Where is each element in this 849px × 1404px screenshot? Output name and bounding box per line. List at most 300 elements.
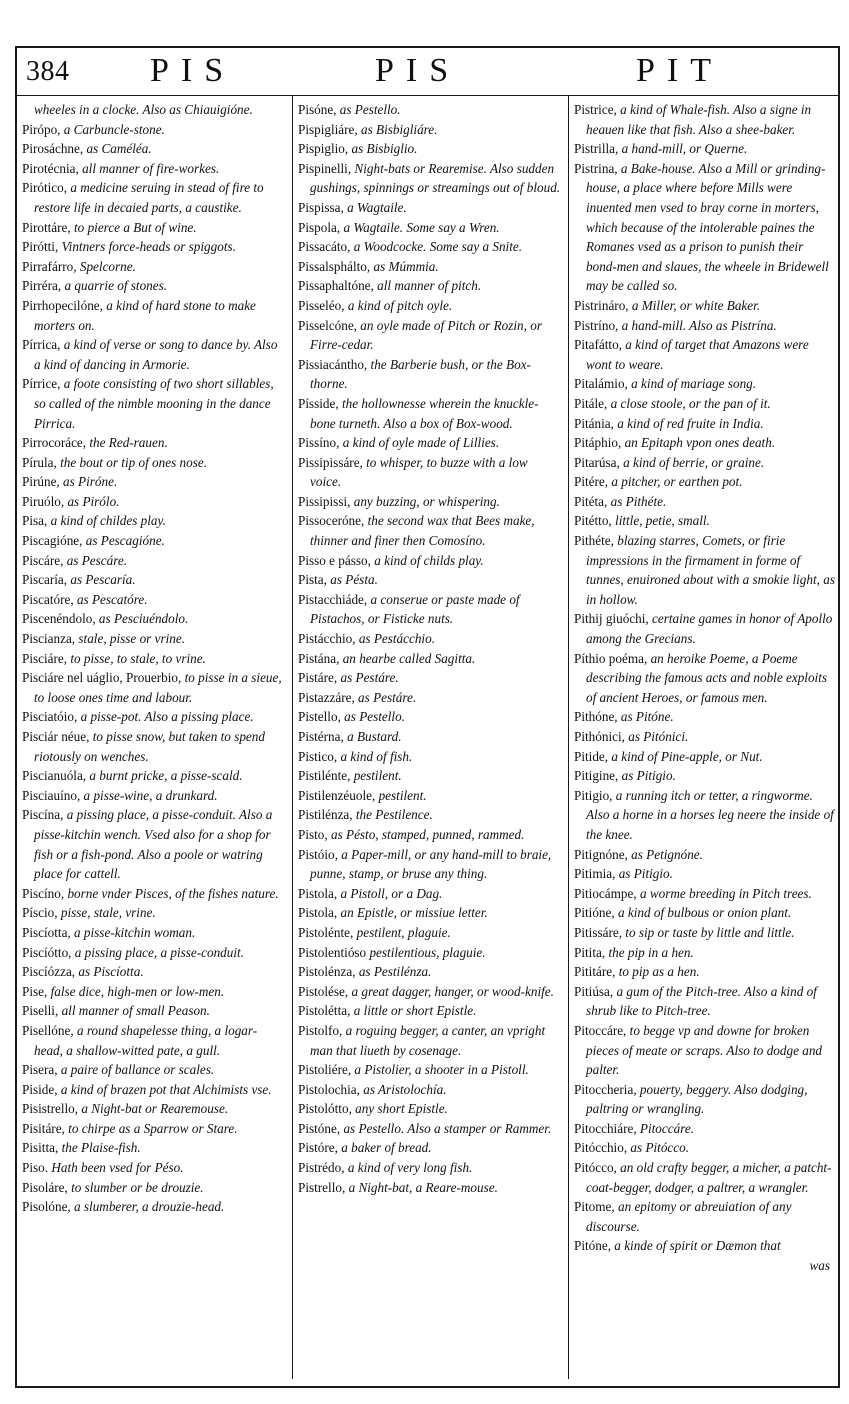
- dictionary-entry: [574, 316, 836, 336]
- entry-headword: Pisitáre,: [22, 1120, 65, 1136]
- entry-headword: Písside,: [298, 395, 339, 411]
- column-middle: [298, 100, 562, 1378]
- dictionary-entry: [22, 335, 286, 374]
- entry-definition: as Pestello. Also a stamper or Rammer.: [343, 1120, 552, 1136]
- entry-definition: a paire of ballance or scales.: [60, 1062, 215, 1078]
- dictionary-entry: [298, 884, 562, 904]
- dictionary-entry: [22, 1178, 286, 1198]
- dictionary-entry: [22, 786, 286, 806]
- dictionary-entry: [298, 923, 562, 943]
- entry-headword: Pitafátto,: [574, 337, 622, 353]
- entry-definition: an Epistle, or missiue letter.: [340, 905, 488, 921]
- dictionary-entry: [574, 374, 836, 394]
- entry-definition: a great dagger, hanger, or wood-knife.: [351, 983, 554, 999]
- dictionary-entry: [574, 982, 836, 1021]
- entry-headword: Piside,: [22, 1081, 58, 1097]
- entry-definition: a kind of bulbous or onion plant.: [617, 905, 792, 921]
- page-number: 384: [26, 56, 70, 87]
- entry-headword: Pistána,: [298, 650, 340, 666]
- dictionary-entry: [574, 296, 836, 316]
- entry-definition: a foote consisting of two short sillables, so called of the nimble mooning in the dance Pirrica.: [34, 376, 274, 431]
- entry-headword: Pirosáchne,: [22, 141, 84, 157]
- entry-headword: Pistolótto,: [298, 1101, 352, 1117]
- entry-definition: a kind of fish.: [340, 748, 413, 764]
- entry-headword: Pitócchio,: [574, 1140, 628, 1156]
- dictionary-entry: [574, 864, 836, 884]
- entry-definition: as Pirólo.: [67, 493, 120, 509]
- entry-headword: Pistolénte,: [298, 924, 354, 940]
- entry-definition: a kind of mariage song.: [631, 376, 757, 392]
- dictionary-entry: [22, 218, 286, 238]
- entry-definition: false dice, high-men or low-men.: [50, 983, 225, 999]
- dictionary-entry: [298, 786, 562, 806]
- dictionary-entry: [574, 649, 836, 708]
- dictionary-entry: [22, 1138, 286, 1158]
- entry-definition: a pisse-wine, a drunkard.: [83, 787, 218, 803]
- entry-definition: the hollownesse wherein the knuckle-bone turneth. Also a box of Box-wood.: [310, 395, 539, 431]
- entry-definition: as Pesciuéndolo.: [98, 611, 189, 627]
- right-running-head: PIT: [636, 52, 723, 89]
- entry-headword: Pisciár néue,: [22, 729, 90, 744]
- dictionary-entry: [298, 159, 562, 198]
- entry-headword: Pistrédo,: [298, 1160, 345, 1176]
- entry-definition: as Pitigio.: [618, 866, 673, 882]
- entry-headword: Pissipissáre,: [298, 454, 363, 470]
- entry-headword: Pisselcóne,: [298, 317, 357, 333]
- dictionary-entry: [298, 805, 562, 825]
- dictionary-entry: [574, 100, 836, 139]
- dictionary-entry: [298, 903, 562, 923]
- entry-headword: Pithóne,: [574, 709, 618, 725]
- dictionary-entry: [298, 570, 562, 590]
- entry-definition: a roguing begger, a canter, an vpright man that liueth by cosenage.: [310, 1022, 546, 1058]
- header-rule: [15, 95, 840, 96]
- entry-definition: an oyle made of Pitch or Rozin, or Firre-cedar.: [310, 317, 542, 353]
- dictionary-entry: [22, 884, 286, 904]
- entry-definition: to pisse, to stale, to vrine.: [70, 650, 206, 666]
- entry-headword: Pistola,: [298, 885, 338, 901]
- dictionary-entry: [298, 237, 562, 257]
- entry-definition: a kind of very long fish.: [347, 1160, 473, 1176]
- entry-headword: Pisera,: [22, 1062, 58, 1078]
- dictionary-entry: [574, 511, 836, 531]
- entry-headword: Pistrello,: [298, 1179, 346, 1195]
- dictionary-entry: [298, 825, 562, 845]
- dictionary-entry: [22, 727, 286, 766]
- entry-definition: as Pitigio.: [621, 768, 676, 784]
- dictionary-entry: [22, 276, 286, 296]
- dictionary-entry: [22, 551, 286, 571]
- entry-definition: to pierce a But of wine.: [74, 219, 197, 235]
- entry-definition: as Pitócco.: [630, 1140, 690, 1156]
- entry-headword: Pisseléo,: [298, 297, 345, 313]
- dictionary-entry: [574, 433, 836, 453]
- dictionary-entry: [22, 472, 286, 492]
- entry-definition: a Wagtaile. Some say a Wren.: [343, 219, 500, 235]
- entry-headword: Pitéta,: [574, 493, 608, 509]
- entry-headword: Pistolénza,: [298, 964, 356, 980]
- entry-definition: as Caméléa.: [86, 141, 152, 157]
- entry-definition: as Pescatóre.: [76, 591, 148, 607]
- entry-definition: all manner of pitch.: [377, 278, 482, 294]
- entry-definition: borne vnder Pisces, of the fishes nature.: [67, 885, 279, 901]
- entry-definition: a little or short Epistle.: [353, 1003, 477, 1019]
- entry-headword: Pistico,: [298, 748, 338, 764]
- entry-definition: to slumber or be drouzie.: [71, 1179, 204, 1195]
- entry-definition: as Aristolochía.: [363, 1081, 447, 1097]
- entry-headword: Piscatóre,: [22, 591, 74, 607]
- entry-headword: Pitarúsa,: [574, 454, 620, 470]
- entry-definition: a kinde of spirit or Dæmon that: [614, 1238, 781, 1254]
- entry-headword: Pista,: [298, 572, 327, 588]
- dictionary-entry: [22, 1021, 286, 1060]
- entry-definition: a Night-bat, a Reare-mouse.: [348, 1179, 498, 1195]
- entry-headword: Pistríno,: [574, 317, 619, 333]
- entry-definition: a hand-mill. Also as Pistrína.: [621, 317, 777, 333]
- dictionary-entry: [22, 1158, 286, 1178]
- entry-headword: Píthio poéma,: [574, 650, 648, 666]
- dictionary-entry: [298, 100, 562, 120]
- entry-headword: Pitita,: [574, 944, 606, 960]
- entry-definition: a pisse-kitchin woman.: [74, 924, 196, 940]
- entry-headword: Piscaría,: [22, 572, 68, 588]
- entry-headword: Pisciatóio,: [22, 709, 78, 725]
- dictionary-entry: [298, 394, 562, 433]
- entry-definition: to pisse in a sieue, to loose ones time and labour.: [34, 670, 282, 705]
- dictionary-entry: [22, 805, 286, 883]
- dictionary-entry: [298, 1099, 562, 1119]
- entry-headword: Pírrice,: [22, 376, 61, 392]
- entry-headword: Pirrafárro,: [22, 258, 77, 274]
- entry-headword: Pispinelli,: [298, 160, 352, 176]
- entry-headword: Pistilénte,: [298, 768, 351, 784]
- entry-headword: Pirópo,: [22, 121, 61, 137]
- entry-definition: the Pestilence.: [355, 807, 433, 823]
- entry-headword: Piscína,: [22, 807, 64, 823]
- catchword: was: [809, 1258, 830, 1274]
- dictionary-entry: [574, 962, 836, 982]
- dictionary-entry: [298, 120, 562, 140]
- dictionary-entry: [574, 492, 836, 512]
- entry-definition: Hath been vsed for Péso.: [51, 1160, 184, 1176]
- entry-headword: Piscíotta,: [22, 924, 71, 940]
- entry-definition: as Pestello.: [339, 102, 401, 117]
- entry-definition: to pisse snow, but taken to spend riotously on wenches.: [34, 729, 265, 764]
- entry-headword: Pitoccheria,: [574, 1081, 637, 1097]
- dictionary-entry: [298, 943, 562, 963]
- entry-headword: Pispola,: [298, 219, 341, 235]
- entry-headword: Pissalsphálto,: [298, 258, 371, 274]
- entry-headword: Pistolétta,: [298, 1003, 351, 1019]
- dictionary-entry: [22, 453, 286, 473]
- entry-headword: Pirottáre,: [22, 219, 71, 235]
- entry-headword: Pistácchio,: [298, 631, 356, 647]
- dictionary-entry: [574, 531, 836, 609]
- entry-definition: a round shapelesse thing, a logar-head, a shallow-witted pate, a gull.: [34, 1022, 258, 1058]
- entry-definition: a Miller, or white Baker.: [631, 297, 761, 313]
- entry-headword: Pissiacántho,: [298, 356, 368, 372]
- dictionary-entry: [22, 1119, 286, 1139]
- entry-headword: Pithéte,: [574, 533, 614, 549]
- left-running-head: PIS: [150, 52, 236, 89]
- dictionary-entry: [574, 786, 836, 845]
- entry-definition: a conserue or paste made of Pistachos, or Fisticke nuts.: [310, 591, 520, 627]
- dictionary-entry: [22, 903, 286, 923]
- entry-headword: Pititáre,: [574, 964, 616, 980]
- dictionary-entry: [574, 766, 836, 786]
- entry-definition: a gum of the Pitch-tree. Also a kind of shrub like to Pitch-tree.: [586, 983, 817, 1019]
- dictionary-entry: [22, 609, 286, 629]
- entry-headword: Pirréra,: [22, 278, 62, 294]
- entry-definition: little, petie, small.: [615, 513, 710, 529]
- entry-definition: as Pitónici.: [628, 729, 689, 744]
- entry-definition: as Pescáre.: [66, 552, 127, 568]
- entry-headword: Pitocchiáre,: [574, 1120, 637, 1136]
- entry-headword: Piruólo,: [22, 493, 65, 509]
- entry-headword: Pitoccáre,: [574, 1022, 627, 1038]
- entry-headword: Pistrina,: [574, 160, 618, 176]
- entry-definition: a pissing place, a pisse-conduit. Also a pisse-kitchin wench. Vsed also for a shop for fish or a fish-pond. Also a poole or watring place for cattell.: [34, 807, 273, 882]
- dictionary-entry: [298, 1060, 562, 1080]
- entry-definition: as Bisbigliáre.: [361, 121, 438, 137]
- entry-headword: Pistolfo,: [298, 1022, 343, 1038]
- dictionary-entry: [574, 1197, 836, 1236]
- dictionary-entry: [574, 609, 836, 648]
- entry-headword: Pitignóne,: [574, 846, 628, 862]
- entry-headword: Pitigio,: [574, 787, 613, 803]
- entry-headword: Pistoliére,: [298, 1062, 352, 1078]
- entry-definition: the Red-rauen.: [89, 435, 168, 451]
- dictionary-entry: [298, 1119, 562, 1139]
- entry-headword: Pistolentióso: [298, 944, 367, 960]
- entry-headword: Pitócco,: [574, 1160, 617, 1176]
- entry-definition: a Woodcocke. Some say a Snite.: [353, 239, 523, 255]
- entry-definition: as Piróne.: [63, 474, 118, 490]
- entry-definition: a worme breeding in Pitch trees.: [639, 885, 812, 901]
- entry-definition: a Pistoll, or a Dag.: [340, 885, 443, 901]
- dictionary-entry: [298, 688, 562, 708]
- entry-headword: Pithij giuóchi,: [574, 611, 649, 627]
- entry-definition: an heroike Poeme, a Poeme describing the famous acts and noble exploits of ancient Heroes, or famous men.: [586, 650, 828, 705]
- dictionary-entry: [574, 1138, 836, 1158]
- entry-definition: as Pestilénza.: [358, 964, 432, 980]
- entry-headword: Pitióne,: [574, 905, 615, 921]
- dictionary-entry: [574, 453, 836, 473]
- entry-definition: the bout or tip of ones nose.: [60, 454, 207, 470]
- dictionary-entry: [22, 962, 286, 982]
- entry-headword: Pistrilla,: [574, 141, 619, 157]
- entry-definition: as Múmmia.: [373, 258, 439, 274]
- entry-headword: Pirúne,: [22, 474, 60, 490]
- entry-definition: an Epitaph vpon ones death.: [624, 435, 776, 451]
- dictionary-entry: [22, 1060, 286, 1080]
- entry-definition: to chirpe as a Sparrow or Stare.: [68, 1120, 238, 1136]
- entry-definition: a medicine seruing in stead of fire to restore life in decaied parts, a caustike.: [34, 180, 264, 215]
- entry-definition: a kind of berrie, or graine.: [623, 454, 765, 470]
- entry-definition: a baker of bread.: [341, 1140, 432, 1156]
- entry-headword: Piscianuóla,: [22, 768, 87, 784]
- entry-definition: a Wagtaile.: [347, 199, 407, 215]
- entry-headword: Píscio,: [22, 905, 58, 921]
- entry-definition: pestilent.: [378, 787, 427, 803]
- entry-definition: stale, pisse or vrine.: [78, 631, 185, 647]
- dictionary-entry: [298, 649, 562, 669]
- dictionary-entry: [22, 1001, 286, 1021]
- running-header: [0, 50, 849, 94]
- entry-definition: to begge vp and downe for broken pieces of meate or scraps. Also to dodge and palter.: [586, 1022, 823, 1078]
- column-left: [22, 100, 286, 1378]
- entry-definition: a pissing place, a pisse-conduit.: [74, 944, 244, 960]
- entry-headword: Pitiocámpe,: [574, 885, 637, 901]
- entry-headword: Pisolóne,: [22, 1199, 71, 1215]
- dictionary-entry: [22, 1099, 286, 1119]
- entry-definition: an hearbe called Sagitta.: [342, 650, 476, 666]
- entry-definition: Night-bats or Rearemise. Also sudden gushings, spinnings or streamings out of bloud.: [310, 160, 561, 196]
- entry-definition: pisse, stale, vrine.: [60, 905, 156, 921]
- dictionary-entry: [22, 433, 286, 453]
- entry-definition: Spelcorne.: [79, 258, 136, 274]
- entry-headword: Pitalámio,: [574, 376, 628, 392]
- dictionary-entry: [298, 492, 562, 512]
- dictionary-entry: [298, 198, 562, 218]
- entry-definition: a kind of hard stone to make morters on.: [34, 297, 256, 333]
- dictionary-entry: [22, 120, 286, 140]
- entry-headword: Pistilenzéuole,: [298, 787, 376, 803]
- entry-headword: Pithónici,: [574, 729, 625, 744]
- dictionary-entry: [298, 257, 562, 277]
- dictionary-entry: [574, 923, 836, 943]
- dictionary-entry: [22, 178, 286, 217]
- dictionary-entry: [574, 335, 836, 374]
- dictionary-entry: [574, 707, 836, 727]
- dictionary-entry: [298, 629, 562, 649]
- dictionary-entry: [22, 1197, 286, 1217]
- entry-definition: Vintners force-heads or spiggots.: [61, 239, 236, 255]
- dictionary-entry: [574, 727, 836, 747]
- entry-definition: any short Epistle.: [355, 1101, 448, 1117]
- entry-definition: a Bustard.: [347, 729, 402, 744]
- entry-headword: Pistóne,: [298, 1120, 341, 1136]
- entry-definition: a close stoole, or the pan of it.: [610, 395, 771, 411]
- entry-headword: Piscíno,: [22, 885, 65, 901]
- entry-definition: the second wax that Bees make, thinner and finer then Comosíno.: [310, 513, 535, 549]
- entry-headword: Pissipissi,: [298, 493, 351, 509]
- dictionary-entry: [298, 668, 562, 688]
- entry-headword: Pispigliáre,: [298, 121, 358, 137]
- entry-headword: Pisistrello,: [22, 1101, 79, 1117]
- dictionary-entry: [298, 1080, 562, 1100]
- entry-definition: all manner of fire-workes.: [82, 160, 220, 176]
- entry-definition: pestilent.: [353, 768, 402, 784]
- entry-definition: as Pescaría.: [70, 572, 136, 588]
- entry-definition: a Bake-house. Also a Mill or grinding-house, a place where before Mills were inuented men vsed to bray corne in morters, which because of the intolerable paines the Romanes vsed as a prison to punish their bond-men and slaues, the wheele in Bridewell may be called so.: [586, 160, 829, 294]
- dictionary-entry: [298, 766, 562, 786]
- dictionary-entry: [22, 237, 286, 257]
- dictionary-entry: [298, 218, 562, 238]
- dictionary-entry: [22, 766, 286, 786]
- entry-definition: blazing starres, Comets, or firie impressions in the firmament in forme of tunnes, enuironed about with a smokie light, as in hollow.: [586, 533, 835, 607]
- entry-definition: a kind of target that Amazons were wont to weare.: [586, 337, 809, 372]
- dictionary-entry: [298, 707, 562, 727]
- entry-definition: an epitomy or abreuiation of any discourse.: [586, 1199, 792, 1234]
- entry-definition: a kind of childs play.: [374, 552, 484, 568]
- entry-headword: Pispissa,: [298, 199, 344, 215]
- entry-headword: Pissíno,: [298, 435, 340, 451]
- entry-headword: Pisciáre nel uáglio, Prouerbio,: [22, 670, 182, 686]
- dictionary-entry: [22, 668, 286, 707]
- dictionary-entry: [574, 1080, 836, 1119]
- entry-definition: a Night-bat or Rearemouse.: [81, 1101, 229, 1117]
- entry-definition: pestilent, plaguie.: [356, 924, 451, 940]
- dictionary-entry: [574, 903, 836, 923]
- dictionary-entry: [574, 884, 836, 904]
- dictionary-entry: [298, 511, 562, 550]
- entry-definition: as Pestáre.: [340, 670, 399, 686]
- dictionary-entry: [298, 845, 562, 884]
- entry-definition: as Pestello.: [344, 709, 405, 725]
- entry-definition: a kind of verse or song to dance by. Also a kind of dancing in Armorie.: [34, 337, 278, 372]
- entry-headword: Pirótti,: [22, 239, 59, 255]
- dictionary-entry: [298, 276, 562, 296]
- dictionary-entry: [298, 1021, 562, 1060]
- dictionary-entry: [22, 590, 286, 610]
- dictionary-entry: [298, 727, 562, 747]
- entry-definition: pestilentious, plaguie.: [369, 944, 486, 960]
- dictionary-entry: [298, 139, 562, 159]
- entry-headword: Pistóio,: [298, 846, 338, 862]
- entry-definition: certaine games in honor of Apollo among the Grecians.: [586, 611, 833, 647]
- dictionary-entry: [22, 943, 286, 963]
- dictionary-entry: [22, 139, 286, 159]
- dictionary-entry: [22, 923, 286, 943]
- entry-headword: Pitide,: [574, 748, 609, 764]
- entry-definition: to sip or taste by little and little.: [625, 924, 795, 940]
- entry-headword: Pissaphaltóne,: [298, 278, 374, 294]
- dictionary-entry: [574, 943, 836, 963]
- entry-headword: Pistrináro,: [574, 297, 629, 313]
- entry-headword: Pissoceróne,: [298, 513, 365, 529]
- entry-headword: Pirotécnia,: [22, 160, 79, 176]
- dictionary-entry: [298, 296, 562, 316]
- entry-definition: a kind of childes play.: [50, 513, 166, 529]
- dictionary-entry: [22, 296, 286, 335]
- entry-definition: a kind of pitch oyle.: [347, 297, 453, 313]
- column-rule-left: [292, 96, 293, 1379]
- entry-headword: Pirrhopecilóne,: [22, 297, 103, 313]
- entry-definition: a Pistolier, a shooter in a Pistoll.: [354, 1062, 529, 1078]
- entry-definition: wheeles in a clocke. Also as Chiauigióne.: [34, 102, 253, 117]
- dictionary-entry: [298, 1178, 562, 1198]
- entry-headword: Piscíózza,: [22, 964, 76, 980]
- entry-definition: a Paper-mill, or any hand-mill to braie, punne, stamp, or bruse any thing.: [310, 846, 552, 882]
- entry-headword: Pistáre,: [298, 670, 338, 686]
- entry-definition: any buzzing, or whispering.: [353, 493, 500, 509]
- entry-definition: a hand-mill, or Querne.: [621, 141, 748, 157]
- entry-headword: Pisciáre,: [22, 650, 68, 666]
- dictionary-entry: [574, 845, 836, 865]
- dictionary-entry: [574, 1158, 836, 1197]
- entry-headword: Piso.: [22, 1160, 49, 1176]
- dictionary-entry: [22, 374, 286, 433]
- entry-definition: a pitcher, or earthen pot.: [611, 474, 743, 490]
- dictionary-entry: [298, 453, 562, 492]
- entry-headword: Pisciauíno,: [22, 787, 81, 803]
- entry-headword: Pistolése,: [298, 983, 349, 999]
- dictionary-entry: [298, 962, 562, 982]
- center-running-head: PIS: [375, 52, 461, 89]
- entry-definition: all manner of small Peason.: [61, 1003, 210, 1019]
- entry-headword: Piscianza,: [22, 631, 76, 647]
